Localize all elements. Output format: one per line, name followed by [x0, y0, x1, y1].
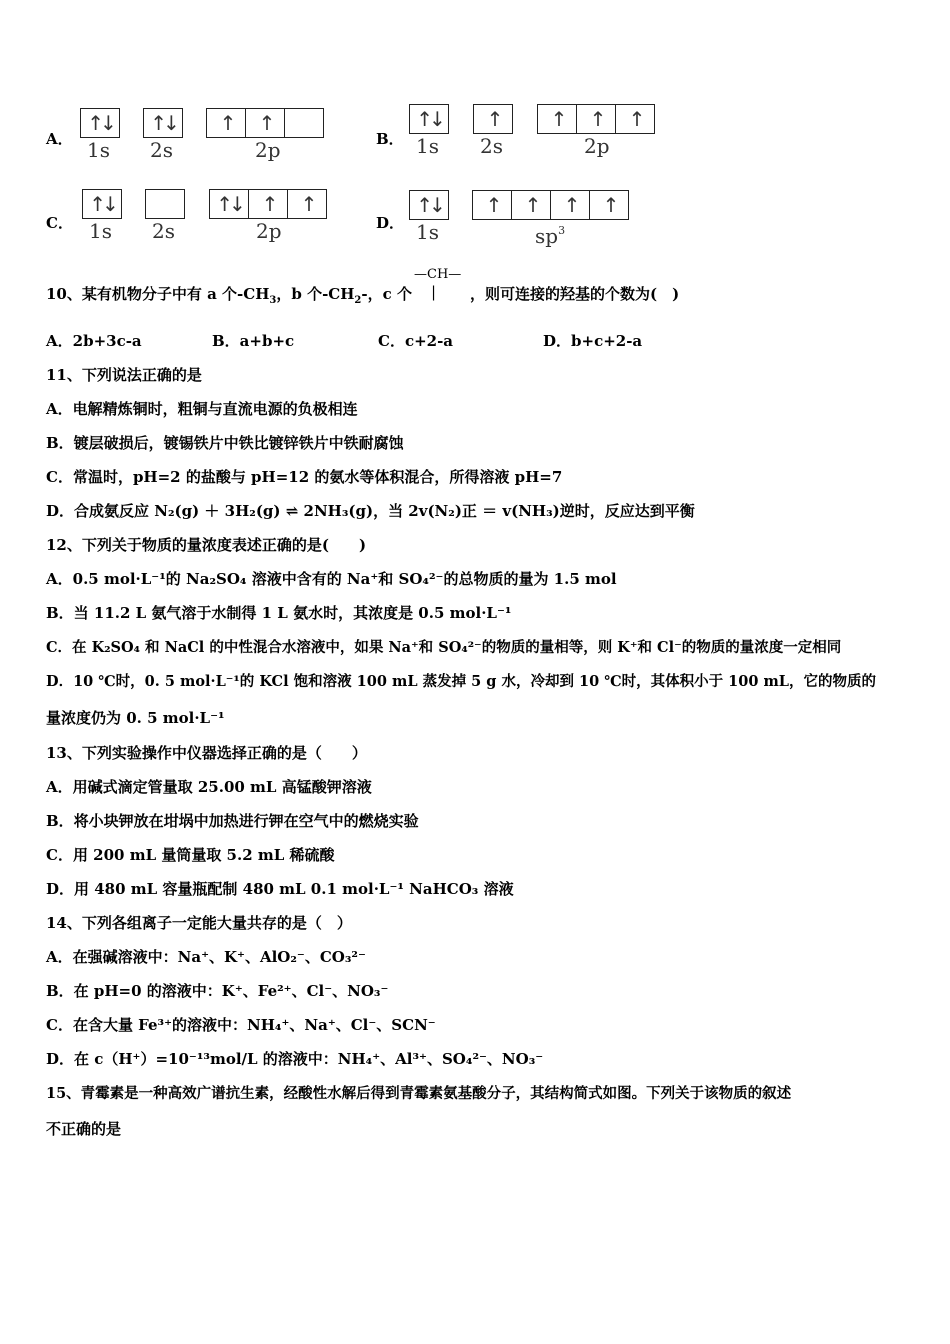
orbital-label: 1s	[87, 138, 110, 162]
orbital-cell: ↑↓	[209, 189, 248, 219]
orbital-label: 2p	[584, 134, 610, 158]
orbital-cell: ↑	[537, 104, 576, 134]
q10-text: ，b 个-CH	[276, 285, 355, 303]
orbital-cell	[145, 189, 185, 219]
orbital-label	[535, 224, 565, 248]
q14-option-b[interactable]: B．在 pH=0 的溶液中：K⁺、Fe²⁺、Cl⁻、NO₃⁻	[46, 982, 389, 1000]
orbital-1s-box	[409, 104, 449, 134]
question-10-tail: ，则可连接的羟基的个数为( )	[470, 285, 680, 303]
question-15-stem-line2: 不正确的是	[46, 1120, 122, 1138]
q12-option-b[interactable]: B．当 11.2 L 氨气溶于水制得 1 L 氨水时，其浓度是 0.5 mol·L⁻¹	[46, 604, 512, 622]
q10-text: 10、某有机物分子中有 a 个-CH	[46, 285, 270, 303]
orbital-cell: ↑↓	[143, 108, 183, 138]
orbital-cell: ↑	[576, 104, 615, 134]
q10-option-c[interactable]: C．c+2-a	[378, 332, 454, 350]
q14-option-a[interactable]: A．在强碱溶液中：Na⁺、K⁺、AlO₂⁻、CO₃²⁻	[46, 948, 366, 966]
orbital-cell: ↑	[245, 108, 284, 138]
q13-option-b[interactable]: B．将小块钾放在坩埚中加热进行钾在空气中的燃烧实验	[46, 812, 419, 830]
orbital-2s-box	[145, 189, 185, 219]
q10-option-b[interactable]: B．a+b+c	[212, 332, 295, 350]
orbital-cell: ↑	[287, 189, 327, 219]
question-12-stem: 12、下列关于物质的量浓度表述正确的是( )	[46, 536, 367, 554]
q10-option-a[interactable]: A．2b+3c-a	[46, 332, 142, 350]
orbital-1s-box	[80, 108, 120, 138]
orbital-label: 2p	[256, 219, 282, 243]
question-13-stem: 13、下列实验操作中仪器选择正确的是（ ）	[46, 744, 367, 762]
q10-sub: 2	[354, 295, 362, 306]
orbital-cell: ↑↓	[409, 104, 449, 134]
q13-option-c[interactable]: C．用 200 mL 量筒量取 5.2 mL 稀硫酸	[46, 846, 335, 864]
orbital-sp3-box	[472, 190, 629, 220]
option-label: A．	[46, 130, 73, 148]
orbital-cell: ↑↓	[80, 108, 120, 138]
orbital-label: 1s	[416, 134, 439, 158]
orbital-label: 1s	[89, 219, 112, 243]
orbital-cell: ↑↓	[409, 190, 449, 220]
q12-option-d-line1[interactable]: D．10 ℃时，0. 5 mol·L⁻¹的 KCl 饱和溶液 100 mL 蒸发掉 5 g 水，冷却到 10 ℃时，其体积小于 100 mL，它的物质的	[46, 673, 876, 690]
orbital-label: 2p	[255, 138, 281, 162]
q12-option-a[interactable]: A．0.5 mol·L⁻¹的 Na₂SO₄ 溶液中含有的 Na⁺和 SO₄²⁻的总物质的量为 1.5 mol	[46, 570, 617, 588]
orbital-cell: ↑	[511, 190, 550, 220]
orbital-text: sp	[535, 224, 559, 248]
orbital-label: 2s	[480, 134, 503, 158]
q11-option-c[interactable]: C．常温时，pH=2 的盐酸与 pH=12 的氨水等体积混合，所得溶液 pH=7	[46, 468, 563, 486]
q14-option-c[interactable]: C．在含大量 Fe³⁺的溶液中：NH₄⁺、Na⁺、Cl⁻、SCN⁻	[46, 1016, 436, 1034]
question-14-stem: 14、下列各组离子一定能大量共存的是（ ）	[46, 914, 352, 932]
orbital-2p-box	[537, 104, 655, 134]
q10-text: -，c 个	[361, 285, 412, 303]
q10-option-d[interactable]: D．b+c+2-a	[543, 332, 643, 350]
q10-sub: 3	[269, 295, 277, 306]
orbital-1s-box	[409, 190, 449, 220]
question-15-stem-line1: 15、青霉素是一种高效广谱抗生素，经酸性水解后得到青霉素氨基酸分子，其结构简式如图。下列关于该物质的叙述	[46, 1085, 792, 1102]
q13-option-d[interactable]: D．用 480 mL 容量瓶配制 480 mL 0.1 mol·L⁻¹ NaHCO₃ 溶液	[46, 880, 514, 898]
orbital-2s-box	[143, 108, 183, 138]
orbital-2p-box	[209, 189, 327, 219]
question-11-stem: 11、下列说法正确的是	[46, 366, 202, 384]
orbital-label: 2s	[150, 138, 173, 162]
orbital-cell: ↑	[550, 190, 589, 220]
q12-option-c[interactable]: C．在 K₂SO₄ 和 NaCl 的中性混合水溶液中，如果 Na⁺和 SO₄²⁻的物质的量相等，则 K⁺和 Cl⁻的物质的量浓度一定相同	[46, 639, 842, 656]
orbital-cell	[284, 108, 324, 138]
q11-option-b[interactable]: B．镀层破损后，镀锡铁片中铁比镀锌铁片中铁耐腐蚀	[46, 434, 404, 452]
orbital-superscript: 3	[558, 224, 566, 237]
orbital-label: 2s	[152, 219, 175, 243]
orbital-cell: ↑	[615, 104, 655, 134]
q13-option-a[interactable]: A．用碱式滴定管量取 25.00 mL 高锰酸钾溶液	[46, 778, 372, 796]
ch-structure-top: —CH—	[414, 267, 462, 282]
orbital-cell: ↑	[248, 189, 287, 219]
option-label: B．	[376, 130, 404, 148]
orbital-cell: ↑	[473, 104, 513, 134]
orbital-cell: ↑	[206, 108, 245, 138]
orbital-cell: ↑	[472, 190, 511, 220]
option-label: D．	[376, 214, 405, 232]
q12-option-d-line2: 量浓度仍为 0. 5 mol·L⁻¹	[46, 709, 225, 727]
q11-option-a[interactable]: A．电解精炼铜时，粗铜与直流电源的负极相连	[46, 400, 358, 418]
orbital-2s-box	[473, 104, 513, 134]
option-label: C．	[46, 214, 73, 232]
question-10-stem	[46, 283, 412, 306]
orbital-cell: ↑↓	[82, 189, 122, 219]
q14-option-d[interactable]: D．在 c（H⁺）=10⁻¹³mol/L 的溶液中：NH₄⁺、Al³⁺、SO₄²⁻、NO₃⁻	[46, 1050, 544, 1068]
q11-option-d[interactable]: D．合成氨反应 N₂(g) ＋ 3H₂(g) ⇌ 2NH₃(g)，当 2v(N₂)正 ＝ v(NH₃)逆时，反应达到平衡	[46, 502, 695, 520]
orbital-cell: ↑	[589, 190, 629, 220]
orbital-1s-box	[82, 189, 122, 219]
ch-structure-bond: |	[431, 283, 437, 301]
orbital-label: 1s	[416, 220, 439, 244]
orbital-2p-box	[206, 108, 324, 138]
